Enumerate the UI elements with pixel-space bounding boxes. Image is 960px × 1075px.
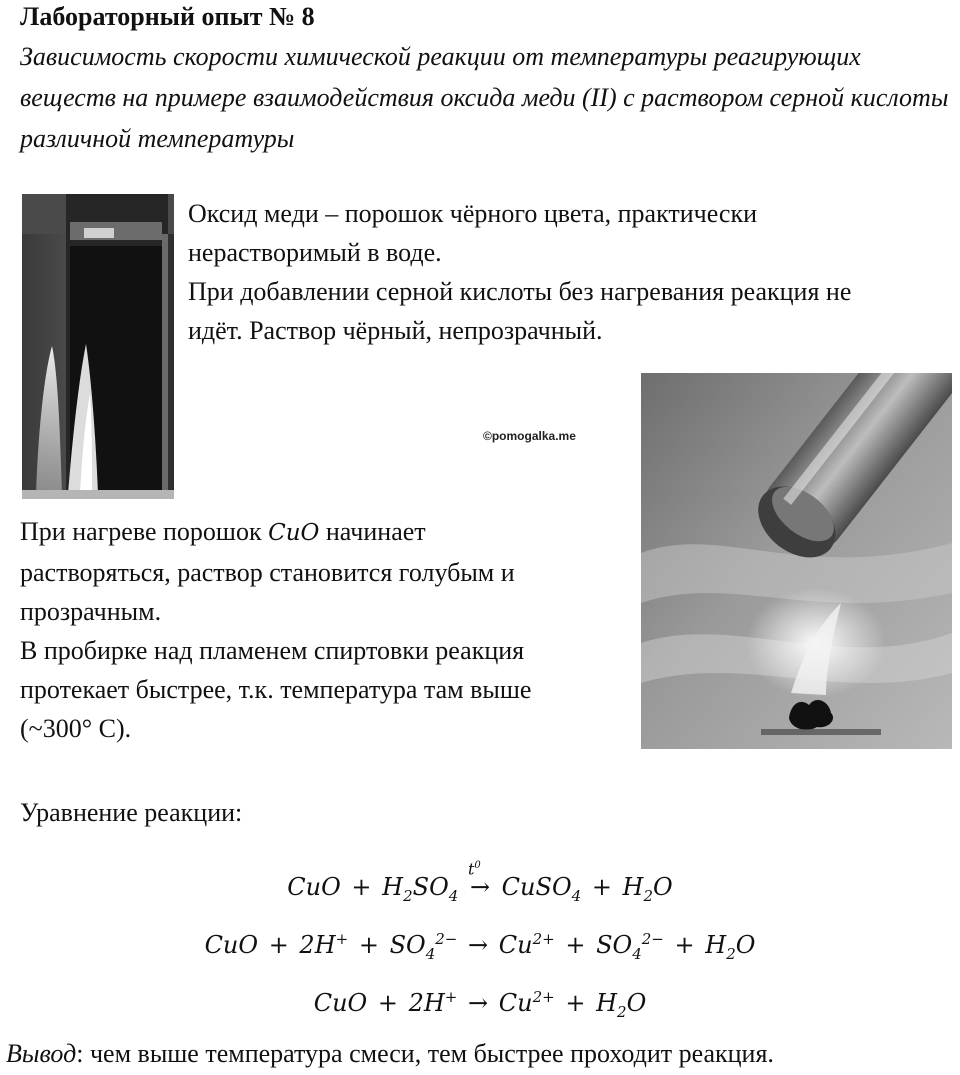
intro-paragraph [188,194,948,350]
short-ionic-equation: CuO + $2H^+ \to Cu^{2+} + H_2O$ [313,987,647,1021]
heating-tube-photo [641,373,952,749]
intro-line: Оксид меди – порошок чёрного цвета, практически [188,199,758,228]
intro-line: нерастворимый в воде. [188,238,442,267]
conclusion-text: : чем выше температура смеси, тем быстрее проходит реакция. [76,1039,774,1068]
heating-line: прозрачным. [20,597,162,626]
heating-paragraph [20,512,620,748]
full-ionic-equation: CuO + $2H^+ + SO_4^{2-} \to Cu^{2+} + SO_4^{2-} + H_2O$ [204,929,756,963]
conclusion-label: Вывод [6,1039,77,1068]
arrow-with-condition: $t^0$ → [467,859,491,901]
molecular-equation: CuO + $H_2SO_4$ $t^0$ → CuSO$_4$ + $H_2O$ [0,866,960,918]
equations-label: Уравнение реакции: [20,798,243,827]
watermark: ©pomogalka.me [483,429,576,443]
conclusion [6,1038,774,1070]
heating-line: растворяться, раствор становится голубым и [20,558,515,587]
test-tubes-photo [22,194,174,499]
heating-line-before: При нагреве порошок [20,517,269,546]
page-title: Лабораторный опыт № 8 [20,2,315,31]
heating-line [20,512,620,553]
intro-line: При добавлении серной кислоты без нагревания реакция не [188,277,852,306]
copper-oxide-formula: CuO [268,520,320,546]
heating-line-after: начинает [319,517,426,546]
reaction-equations [0,859,960,1033]
intro-line: идёт. Раствор чёрный, непрозрачный. [188,316,603,345]
heating-line: В пробирке над пламенем спиртовки реакция [20,636,525,665]
heating-line: (~300° С). [20,714,132,743]
heating-line: протекает быстрее, т.к. температура там выше [20,675,532,704]
experiment-subtitle: Зависимость скорости химической реакции от температуры реагирующих веществ на примере взаимодействия оксида меди (II) с раствором серной кислоты различной температуры [20,42,949,153]
